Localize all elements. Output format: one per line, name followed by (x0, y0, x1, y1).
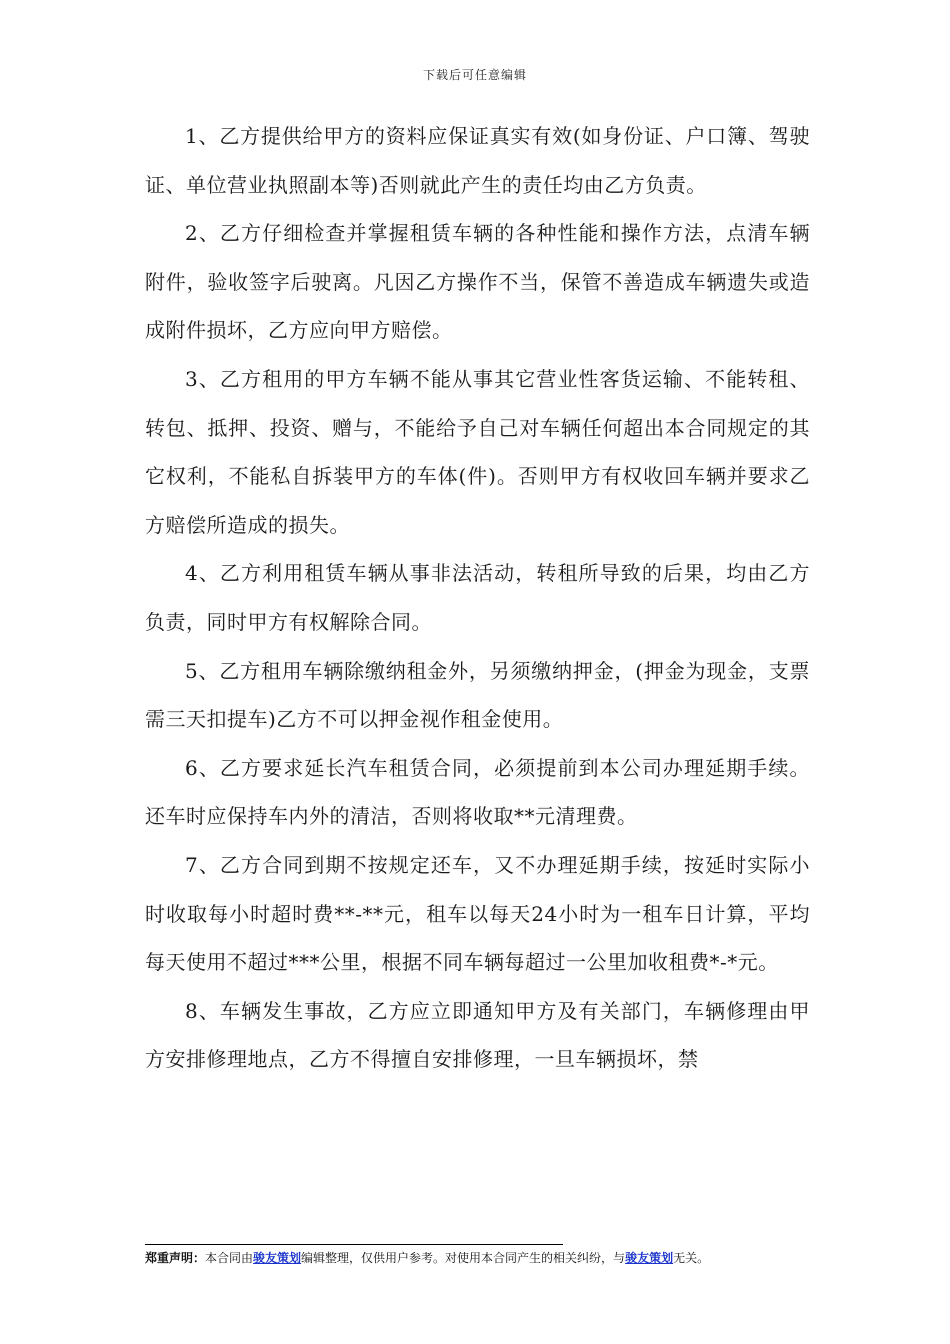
clause-3: 3、乙方租用的甲方车辆不能从事其它营业性客货运输、不能转租、转包、抵押、投资、赠与，不能给予自己对车辆任何超出本合同规定的其它权利，不能私自拆装甲方的车体(件)。否则甲方有权收回车辆并要求乙方赔偿所造成的损失。 (145, 366, 810, 537)
document-body (145, 112, 810, 1084)
clause-1: 1、乙方提供给甲方的资料应保证真实有效(如身份证、户口簿、驾驶证、单位营业执照副本等)否则就此产生的责任均由乙方负责。 (145, 124, 810, 197)
disclaimer-text-3: 无关。 (673, 1251, 710, 1265)
disclaimer-text-1: 本合同由 (205, 1251, 254, 1265)
footer-divider (145, 1244, 563, 1245)
publisher-link-1[interactable]: 骏友策划 (253, 1251, 302, 1265)
footer-disclaimer (145, 1250, 845, 1266)
disclaimer-label: 郑重声明： (145, 1251, 206, 1265)
clause-5: 5、乙方租用车辆除缴纳租金外，另须缴纳押金，(押金为现金，支票需三天扣提车)乙方不可以押金视作租金使用。 (145, 658, 810, 732)
clause-7: 7、乙方合同到期不按规定还车，又不办理延期手续，按延时实际小时收取每小时超时费**-**元，租车以每天24小时为一租车日计算，平均每天使用不超过***公里，根据不同车辆每超过一公里加收租费*-*元。 (145, 852, 810, 975)
clause-8: 8、车辆发生事故，乙方应立即通知甲方及有关部门，车辆修理由甲方安排修理地点，乙方不得擅自安排修理，一旦车辆损坏，禁 (145, 998, 810, 1072)
clause-4: 4、乙方利用租赁车辆从事非法活动，转租所导致的后果，均由乙方负责，同时甲方有权解除合同。 (145, 561, 810, 634)
header-note: 下载后可任意编辑 (422, 68, 527, 82)
publisher-link-2[interactable]: 骏友策划 (625, 1251, 674, 1265)
clause-2: 2、乙方仔细检查并掌握租赁车辆的各种性能和操作方法，点清车辆附件，验收签字后驶离。凡因乙方操作不当，保管不善造成车辆遗失或造成附件损坏，乙方应向甲方赔偿。 (145, 221, 810, 343)
disclaimer-text-2: 编辑整理，仅供用户参考。对使用本合同产生的相关纠纷，与 (301, 1251, 626, 1265)
clause-6: 6、乙方要求延长汽车租赁合同，必须提前到本公司办理延期手续。还车时应保持车内外的清洁，否则将收取**元清理费。 (145, 755, 810, 829)
